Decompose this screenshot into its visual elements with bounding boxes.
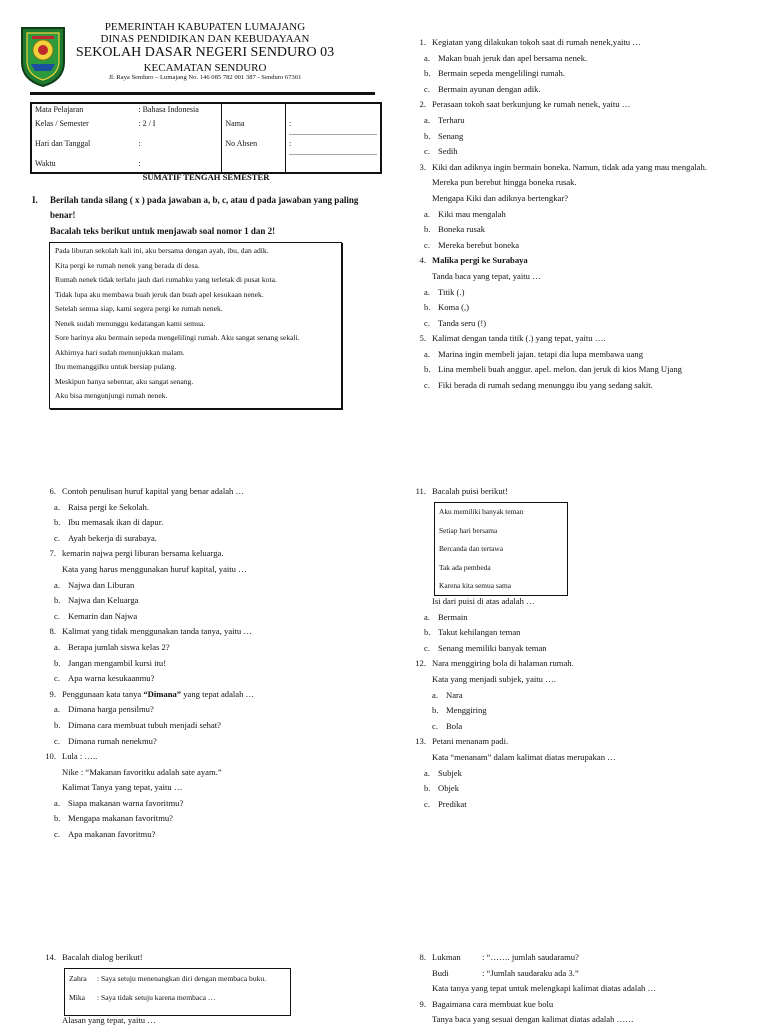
exam-title: SUMATIF TENGAH SEMESTER [142,172,270,182]
question-number: 8. [419,952,426,962]
option-a[interactable]: a. Nara [432,689,463,700]
option-b[interactable]: b. Senang [424,130,464,141]
passage-line: Kita pergi ke rumah nenek yang berada di desa. [55,260,200,270]
question-11 [408,484,508,500]
reading-instruction: Bacalah teks berikut untuk menjawab soal nomor 1 dan 2! [50,226,276,236]
option-b[interactable]: b. Menggiring [432,705,487,716]
question-1 [408,35,707,394]
speaker-name: Budi [432,967,449,978]
header-divider [30,92,375,95]
option-c[interactable]: c. Mereka berebut boneka [424,239,520,250]
poem-line: Bercanda dan tertawa [439,544,504,553]
question-number: 14. [45,952,56,962]
question-prompt: Kalimat Tanya yang tepat, yaitu … [62,782,183,793]
option-c[interactable]: c. Tanda seru (!) [424,317,487,328]
passage-line: Ibu memanggilku untuk bersiap pulang. [55,362,177,371]
time-label: Waktu [35,159,56,168]
question-prompt: Kata yang harus menggunakan huruf kapital, yaitu … [62,563,247,574]
option-c[interactable]: c. Predikat [424,798,467,809]
question-text-cont: Mereka pun berebut hingga boneka rusak. [432,177,577,188]
question-14 [38,950,143,966]
option-c[interactable]: c. Fiki berada di rumah sedang menunggu ibu yang sedang sakit. [424,380,653,391]
header-district: KECAMATAN SENDURO [143,62,267,74]
option-c[interactable]: c. Sedih [424,146,458,157]
dialog-box [64,968,291,1016]
option-b[interactable]: b. Mengapa makanan favoritmu? [54,813,173,824]
option-b[interactable]: b. Jangan mengambil kursi itu! [54,657,167,668]
questions-bottom-right [408,950,656,1028]
date-label: Hari dan Tanggal [35,139,91,148]
dialog-text: : “……. jumlah saudaramu? [482,952,579,962]
option-c[interactable]: c. Ayah bekerja di surabaya. [54,532,157,543]
header-department: DINAS PENDIDIKAN DAN KEBUDAYAAN [100,33,310,45]
passage-line: Setelah semua siap, kami segera pergi ke rumah nenek. [55,304,223,313]
option-a[interactable]: a. Dimana harga pensilmu? [54,704,154,715]
option-a[interactable]: a. Raisa pergi ke Sekolah. [54,501,149,512]
question-text: Malika pergi ke Surabaya [432,255,528,266]
option-c[interactable]: c. Kemarin dan Najwa [54,610,138,621]
question-number: 10. [45,751,56,762]
class-value: : 2 / I [138,119,156,128]
option-b[interactable]: b. Lina membeli buah anggur. apel. melon. dan jeruk di kios Mang Ujang [424,364,682,375]
question-number: 3. [419,161,426,172]
poem-box [434,502,568,596]
question-text: Penggunaan kata tanya “Dimana” yang tepat adalah … [62,688,255,699]
option-a[interactable]: a. Terharu [424,114,465,125]
question-number: 12. [415,658,426,669]
question-number: 9. [419,998,426,1009]
header-government: PEMERINTAH KABUPATEN LUMAJANG [104,21,306,33]
section-instruction: Berilah tanda silang ( x ) pada jawaban a, b, c, atau d pada jawaban yang paling [50,195,359,205]
passage-line: Akhirnya hari sudah menunjukkan malam. [55,347,185,357]
question-prompt: Kata yang menjadi subjek, yaitu …. [432,673,556,684]
option-a[interactable]: a. Najwa dan Liburan [54,579,135,590]
question-text: Bacalah dialog berikut! [62,952,143,962]
option-b[interactable]: b. Najwa dan Keluarga [54,595,139,606]
question-14-prompt: Alasan yang tepat, yaitu … [62,1015,156,1025]
header-address: Jl. Raya Senduro – Lumajang No. 146 085 782 001 387 - Senduro 67361 [108,74,302,81]
absen-label: No Absen [222,138,286,158]
question-text: Lula : ….. [62,751,98,762]
passage-line: Pada liburan sekolah kali ini, aku bersama dengan ayah, ibu, dan adik. [55,246,269,255]
question-number: 13. [415,736,426,747]
dialog-line: Mika : Saya tidak setuju karena membaca … [69,993,216,1002]
question-prompt: Tanda baca yang tepat, yaitu … [432,270,541,281]
absen-field[interactable]: : ............................................ [286,138,382,158]
option-b[interactable]: b. Bermain sepeda mengelilingi rumah. [424,68,565,79]
poem-line: Aku memiliki banyak teman [439,507,524,516]
option-b[interactable]: b. Koma (,) [424,302,470,313]
questions-6-10 [38,484,254,843]
option-a[interactable]: a. Siapa makanan warna favoritmu? [54,797,184,808]
class-label: Kelas / Semester [35,119,89,128]
option-a[interactable]: a. Makan buah jeruk dan apel bersama nenek. [424,52,588,63]
section-number: I. [32,195,38,205]
header-school-name: SEKOLAH DASAR NEGERI SENDURO 03 [75,45,335,60]
subject-value: : Bahasa Indonesia [138,105,199,114]
dialog-line: Zahra : Saya setuju menenangkan diri dengan membaca buku. [69,974,267,983]
option-a[interactable]: a. Bermain [424,611,468,622]
question-text: Perasaan tokoh saat berkunjung ke rumah nenek, yaitu … [432,99,631,110]
option-a[interactable]: a. Kiki mau mengalah [424,208,506,219]
speaker-name: Lukman [432,952,461,962]
option-a[interactable]: a. Subjek [424,767,462,778]
passage-line: Aku bisa mengunjungi rumah nenek. [55,391,168,400]
question-prompt: Mengapa Kiki dan adiknya bertengkar? [432,192,569,203]
dialog-text: : “Jumlah saudaraku ada 3.” [482,967,579,978]
question-number: 7. [49,548,56,559]
reading-passage [49,242,342,409]
name-label: Nama [222,118,286,138]
option-a[interactable]: a. Marina ingin membeli jajan. tetapi dia lupa membawa uang [424,348,643,359]
question-number: 2. [419,99,426,110]
option-c[interactable]: c. Dimana rumah nenekmu? [54,735,157,746]
question-number: 5. [419,333,426,344]
question-number: 9. [49,688,56,699]
option-c[interactable]: c. Bola [432,720,463,731]
passage-line: Rumah nenek tidak terlalu jauh dari rumahku yang terletak di pusat kota. [55,275,277,284]
question-number: 6. [49,486,56,496]
subject-label: Mata Pelajaran [35,105,84,114]
question-number: 4. [419,255,426,266]
student-info-table [30,102,382,174]
option-b[interactable]: b. Takut kehilangan teman [424,627,521,638]
date-value: : [138,139,141,148]
question-prompt: Tanya baca yang sesuai dengan kalimat diatas adalah …… [432,1014,634,1025]
question-number: 8. [49,626,56,637]
option-a[interactable]: a. Titik (.) [424,286,465,297]
question-text: Petani menanam padi. [432,736,509,747]
passage-line: Sore harinya aku bermain sepeda mengelilingi rumah. Aku sangat senang sekali. [55,333,300,342]
option-b[interactable]: b. Ibu memasak ikan di dapur. [54,517,164,528]
question-text: Nara menggiring bola di halaman rumah. [432,658,574,669]
option-c[interactable]: c. Apa makanan favoritmu? [54,829,156,840]
question-number: 11. [415,486,426,496]
question-number: 1. [419,37,426,47]
option-a[interactable]: a. Berapa jumlah siswa kelas 2? [54,641,170,652]
question-prompt: Kata “menanam” dalam kalimat diatas merupakan … [432,751,616,762]
option-c[interactable]: c. Bermain ayunan dengan adik. [424,83,541,94]
passage-line: Meskipun hanya sebentar, aku sangat senang. [55,376,194,386]
question-text: Kegiatan yang dilakukan tokoh saat di rumah nenek,yaitu … [432,37,641,47]
poem-line: Karena kita semua sama [439,581,512,590]
section-instruction-cont: benar! [50,210,76,220]
option-b[interactable]: b. Boneka rusak [424,224,486,235]
question-text: Kalimat dengan tanda titik (.) yang tepat, yaitu …. [432,333,606,344]
poem-line: Setiap hari bersama [439,525,498,535]
time-value: : [138,159,141,168]
questions-11-13 [408,594,616,812]
question-prompt: Isi dari puisi di atas adalah … [432,596,535,606]
option-c[interactable]: c. Senang memiliki banyak teman [424,642,547,653]
question-text: Bagaimana cara membuat kue bolu [432,998,554,1009]
option-c[interactable]: c. Apa warna kesukaanmu? [54,673,155,684]
question-text: Kalimat yang tidak menggunakan tanda tanya, yaitu … [62,626,252,637]
question-text: Contoh penulisan huruf kapital yang benar adalah … [62,486,245,496]
poem-line: Tak ada pembeda [439,562,491,572]
question-prompt: Kata tanya yang tepat untuk melengkapi kalimat diatas adalah … [432,983,657,994]
option-b[interactable]: b. Objek [424,783,460,794]
question-text-cont: Nike : “Makanan favoritku adalah sate ayam.” [62,766,222,777]
name-field[interactable]: : ............................................ [286,118,382,138]
question-text: kemarin najwa pergi liburan bersama keluarga. [62,548,224,559]
passage-line: Nenek sudah menunggu kedatangan kami semua. [55,318,206,328]
option-b[interactable]: b. Dimana cara membuat tubuh menjadi sehat? [54,719,221,730]
question-text: Kiki dan adiknya ingin bermain boneka. Namun, tidak ada yang mau mengalah. [432,161,707,172]
passage-line: Tidak lupa aku membawa buah jeruk dan buah apel kesukaan nenek. [55,289,264,299]
question-text: Bacalah puisi berikut! [432,486,508,496]
